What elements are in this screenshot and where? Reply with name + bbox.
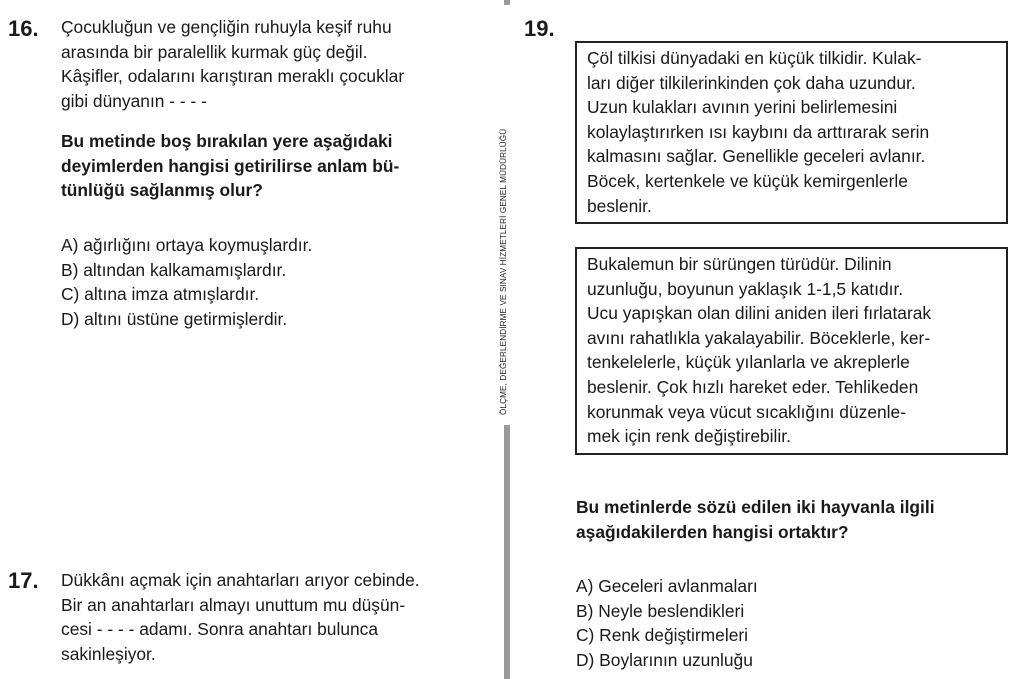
question-16-number: 16. xyxy=(8,16,39,41)
passage-line: beslenir. Çok hızlı hareket eder. Tehlikeden xyxy=(587,376,919,397)
passage-line: korunmak veya vücut sıcaklığını düzenle- xyxy=(587,401,906,422)
institution-sidebar-text: ÖLÇME, DEĞERLENDİRME VE SINAV HİZMETLERİ GENEL MÜDÜRLÜĞÜ xyxy=(499,128,508,415)
option-c[interactable]: C) altına imza atmışlardır. xyxy=(61,284,260,305)
passage-line: uzunluğu, boyunun yaklaşık 1-1,5 katıdır. xyxy=(587,278,904,299)
passage-line: tenkelelerle, küçük yılanlarla ve akreplerle xyxy=(587,352,910,373)
option-d[interactable]: D) Boylarının uzunluğu xyxy=(576,649,753,670)
option-b[interactable]: B) Neyle beslendikleri xyxy=(576,600,745,621)
option-a[interactable]: A) ağırlığını ortaya koymuşlardır. xyxy=(61,235,313,255)
prompt-line: Bu metinlerde sözü edilen iki hayvanla ilgili xyxy=(576,497,935,517)
text-line: sakinleşiyor. xyxy=(61,643,156,664)
passage-line: Böcek, kertenkele ve küçük kemirgenlerle xyxy=(587,170,908,191)
question-19-options xyxy=(576,574,758,672)
prompt-line: aşağıdakilerden hangisi ortaktır? xyxy=(576,521,849,542)
question-17-number: 17. xyxy=(8,568,39,593)
question-17-body xyxy=(61,568,420,666)
option-b[interactable]: B) altından kalkamamışlardır. xyxy=(61,259,287,280)
text-line: Kâşifler, odalarını karıştıran meraklı çocuklar xyxy=(61,66,405,87)
text-line: arasında bir paralellik kurmak güç değil. xyxy=(61,41,368,62)
passage-line: kolaylaştırırken ısı kaybını da arttırarak serin xyxy=(587,121,930,142)
question-19-prompt xyxy=(576,495,935,544)
passage-line: mek için renk değiştirebilir. xyxy=(587,426,791,447)
column-divider xyxy=(504,425,510,679)
question-16-body xyxy=(61,15,404,113)
text-line: cesi - - - - adamı. Sonra anahtarı bulunca xyxy=(61,619,379,640)
prompt-line: deyimlerden hangisi getirilirse anlam bü- xyxy=(61,155,400,176)
prompt-line: Bu metinde boş bırakılan yere aşağıdaki xyxy=(61,131,393,151)
question-16-prompt xyxy=(61,129,399,203)
passage-line: Bukalemun bir sürüngen türüdür. Dilinin xyxy=(587,254,892,274)
text-line: Bir an anahtarları almayı unuttum mu düşün- xyxy=(61,594,406,615)
question-16-options xyxy=(61,233,312,331)
passage-line: kalmasını sağlar. Genellikle geceleri avlanır. xyxy=(587,146,926,167)
passage-box-fennec xyxy=(575,41,1008,224)
option-c[interactable]: C) Renk değiştirmeleri xyxy=(576,625,749,646)
option-d[interactable]: D) altını üstüne getirmişlerdir. xyxy=(61,308,288,329)
passage-line: ları diğer tilkilerinkinden çok daha uzundur. xyxy=(587,72,916,93)
prompt-line: tünlüğü sağlanmış olur? xyxy=(61,180,263,201)
option-a[interactable]: A) Geceleri avlanmaları xyxy=(576,576,758,596)
passage-box-chameleon xyxy=(575,247,1008,455)
passage-line: avını rahatlıkla yakalayabilir. Böceklerle, ker- xyxy=(587,327,931,348)
passage-line: beslenir. xyxy=(587,195,652,216)
text-line: gibi dünyanın - - - - xyxy=(61,90,207,111)
text-line: Dükkânı açmak için anahtarları arıyor cebinde. xyxy=(61,570,420,590)
question-19-number: 19. xyxy=(524,16,555,41)
text-line: Çocukluğun ve gençliğin ruhuyla keşif ruhu xyxy=(61,17,392,37)
passage-line: Uzun kulakları avının yerini belirlemesini xyxy=(587,97,898,118)
passage-line: Ucu yapışkan olan dilini aniden ileri fırlatarak xyxy=(587,303,932,324)
column-divider xyxy=(504,0,510,5)
passage-line: Çöl tilkisi dünyadaki en küçük tilkidir. Kulak- xyxy=(587,48,922,68)
